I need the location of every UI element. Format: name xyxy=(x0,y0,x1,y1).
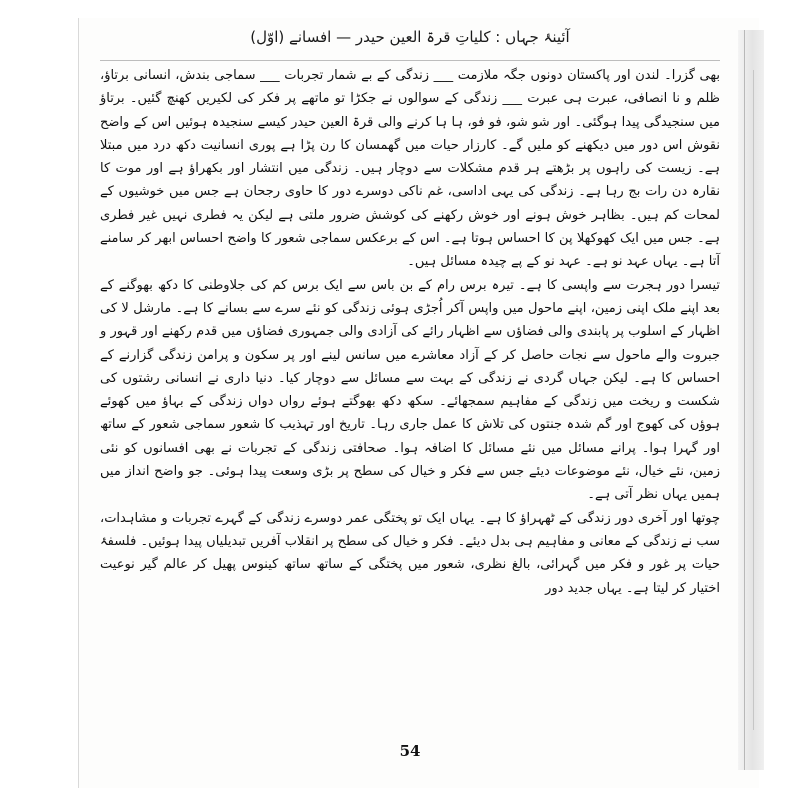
body-text xyxy=(100,64,720,600)
header-divider xyxy=(100,60,720,61)
book-spine-edge xyxy=(738,30,764,770)
paragraph-2: تیسرا دور ہجرت سے واپسی کا ہے۔ تیرہ برس رام کے بن باس سے ایک برس کم کی جلاوطنی کا دکھ بھوگنے کے بعد اپنے ملک اپنی زمین، اپنے ماحول میں واپس آکر اُجڑی ہوئی زندگی کو نئے سرے سے بسانے کا ہے۔ مارشل لا کی اظہار کے اسلوب پر پابندی والی فضاؤں سے اظہار رائے کی آزادی والی جمہوری فضاؤں میں قدم رکھنے اور قہور و جبروت والے ماحول سے نجات حاصل کر کے آزاد معاشرے میں سانس لینے اور پر سکون و پرامن زندگی گزارنے کے احساس کا ہے۔ لیکن جہاں گردی نے زندگی کے بہت سے مسائل سے دوچار کیا۔ دنیا داری نے انسانی رشتوں کی شکست و ریخت میں زندگی کے مفاہیم سمجھائے۔ سکھ دکھ بھوگتے ہوئے رواں دواں زندگی کے بہاؤ میں کھوئے ہوؤں کی کھوج اور گم شدہ جنتوں کی تلاش کا عمل جاری رہا۔ تاریخ اور تہذیب کا شعور سماجی شعور کے ساتھ اور گہرا ہوا۔ پرانے مسائل میں نئے مسائل کا اضافہ ہوا۔ صحافتی زندگی کے تجربات نے بھی افسانوں کو نئی زمین، نئے خیال، نئے موضوعات دیئے جس سے فکر و خیال کی سطح پر بڑی وسعت پیدا ہوئی۔ جو واضح انداز میں ہمیں یہاں نظر آتی ہے۔ xyxy=(100,277,720,503)
running-header: آئینۂ جہاں : کلیاتِ قرۃ العین حیدر — افسانے (اوّل) xyxy=(250,28,570,46)
paragraph-1: بھی گزرا۔ لندن اور پاکستان دونوں جگہ ملازمت ___ زندگی کے بے شمار تجربات ___ سماجی بندش، انسانی برتاؤ، ظلم و نا انصافی، عبرت ہی عبرت ___ زندگی کے سوالوں نے جکڑا تو ماتھے پر فکر کی لکیریں کھنچ گئیں۔ برتاؤ میں سنجیدگی پیدا ہوگئی۔ اور شو شو، فو فو، ہا ہا کرنے والی قرۃ العین حیدر کیسے سنجیدہ ہوئیں اس کے واضح نقوش اس دور میں دیکھنے کو ملیں گے۔ کارزار حیات میں گھمسان کا رن پڑا ہے پوری انسانیت دکھ درد میں مبتلا ہے۔ زیست کی راہوں پر بڑھتے ہر قدم مشکلات سے دوچار ہیں۔ زندگی میں انتشار اور بکھراؤ ہے اور موت کا نقارہ دن رات بج رہا ہے۔ زندگی کی یہی اداسی، غم ناکی دوسرے دور کا حاوی رجحان ہے جس میں خوشیوں کے لمحات کم ہیں۔ بظاہر خوش ہونے اور خوش رکھنے کی کوشش ضرور ملتی ہے لیکن یہ فطری نہیں غیر فطری ہے۔ جس میں ایک کھوکھلا پن کا احساس ہوتا ہے۔ اس کے برعکس سماجی شعور کا واضح احساس ابھر کر سامنے آتا ہے۔ یہاں عہد نو ہے۔ عہد نو کے پے چیدہ مسائل ہیں۔ xyxy=(100,68,720,270)
page-number: 54 xyxy=(399,742,421,760)
paragraph-3: چوتھا اور آخری دور زندگی کے ٹھہراؤ کا ہے۔ یہاں ایک تو پختگی عمر دوسرے زندگی کے گہرے تجربات و مشاہدات، سب نے زندگی کے معانی و مفاہیم ہی بدل دیئے۔ فکر و خیال کی سطح پر انقلاب آفریں تبدیلیاں پیدا ہوئیں۔ فلسفۂ حیات پر غور و فکر میں گہرائی، بالغ نظری، شعور میں پختگی کے ساتھ ساتھ کینوس پھیل کر عالم گیر نوعیت اختیار کر لیتا ہے۔ یہاں جدید دور xyxy=(100,510,720,596)
